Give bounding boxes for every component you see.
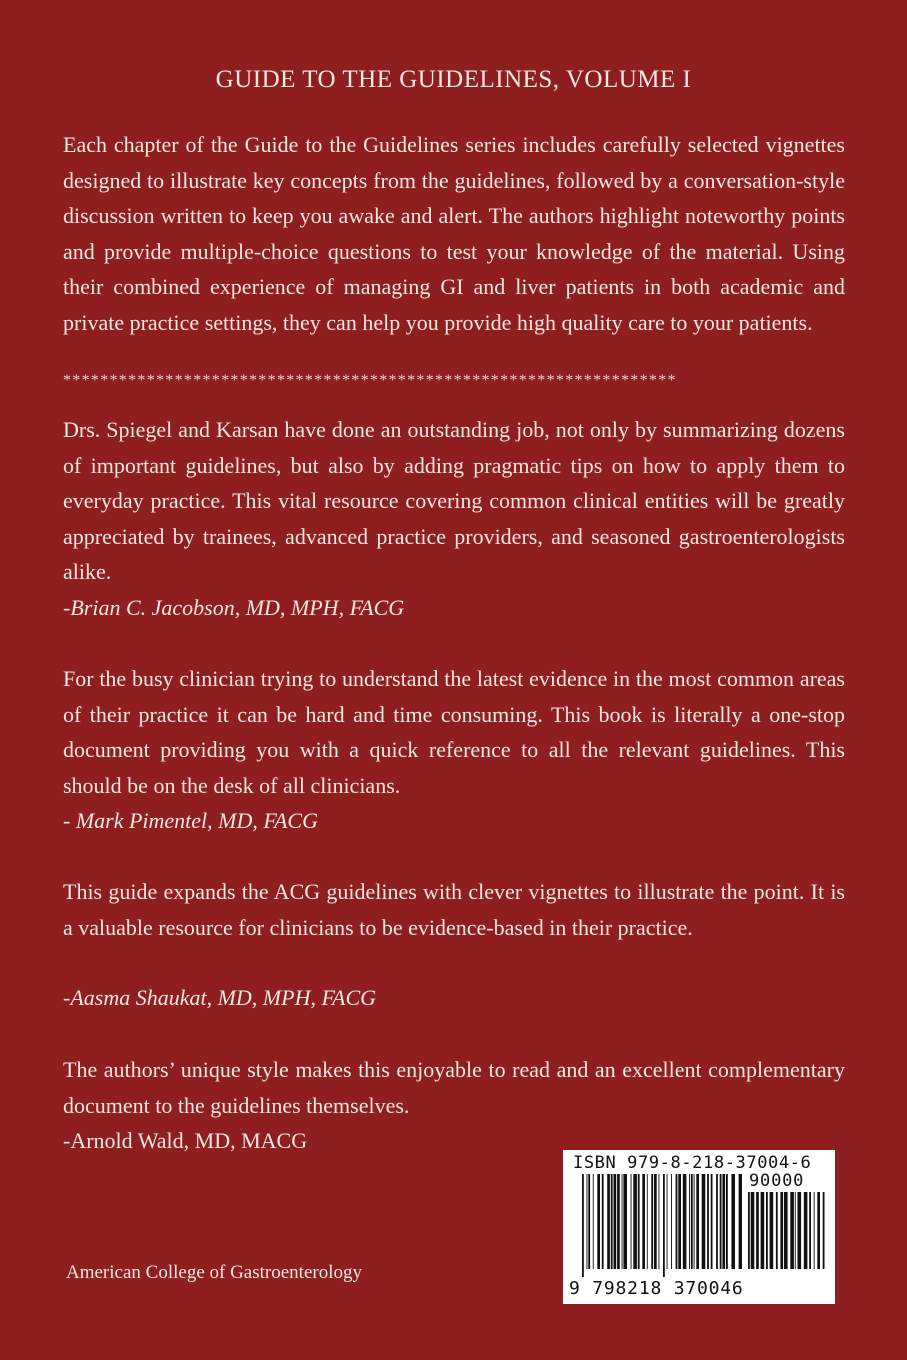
- testimonial-author-4: -Arnold Wald, MD, MACG: [63, 1128, 308, 1153]
- testimonial-author-1: -Brian C. Jacobson, MD, MPH, FACG: [63, 595, 405, 620]
- ean-digits: 9 798218 370046: [569, 1278, 744, 1299]
- testimonial-author-3: -Aasma Shaukat, MD, MPH, FACG: [63, 985, 377, 1010]
- publisher-name: American College of Gastroenterology: [66, 1262, 362, 1283]
- price-code: 90000: [749, 1171, 805, 1191]
- ean-barcode-bars: [582, 1174, 742, 1277]
- testimonial-quote-4: The authors’ unique style makes this enjoyable to read and an excellent complementary document to the guidelines themselves.: [63, 1057, 845, 1118]
- testimonial-quote-2: For the busy clinician trying to understand the latest evidence in the most common areas of their practice it can be hard and time consuming. This book is literally a one-stop document providing you with a quick reference to all the relevant guidelines. This should be on the desk of all clinicians.: [63, 666, 845, 798]
- book-description: Each chapter of the Guide to the Guidelines series includes carefully selected vignettes designed to illustrate key concepts from the guidelines, followed by a conversation-style discussion written to keep you awake and alert. The authors highlight noteworthy points and provide multiple-choice questions to test your knowledge of the material. Using their combined experience of managing GI and liver patients in both academic and private practice settings, they can help you provide high quality care to your patients.: [63, 132, 845, 335]
- testimonial-author-2: - Mark Pimentel, MD, FACG: [63, 808, 318, 833]
- testimonial-quote-3: This guide expands the ACG guidelines with clever vignettes to illustrate the point. It is a valuable resource for clinicians to be evidence-based in their practice.: [63, 879, 845, 940]
- separator-stars: ******************************************************************: [63, 372, 677, 389]
- isbn-label: ISBN 979-8-218-37004-6: [573, 1153, 812, 1173]
- isbn-barcode: [563, 1150, 835, 1304]
- testimonial-quote-1: Drs. Spiegel and Karsan have done an outstanding job, not only by summarizing dozens of important guidelines, but also by adding pragmatic tips on how to apply them to everyday practice. This vital resource covering common clinical entities will be greatly appreciated by trainees, advanced practice providers, and seasoned gastroenterologists alike.: [63, 417, 845, 584]
- price-addon-bars: [748, 1192, 826, 1277]
- series-title: GUIDE TO THE GUIDELINES, VOLUME I: [215, 66, 692, 93]
